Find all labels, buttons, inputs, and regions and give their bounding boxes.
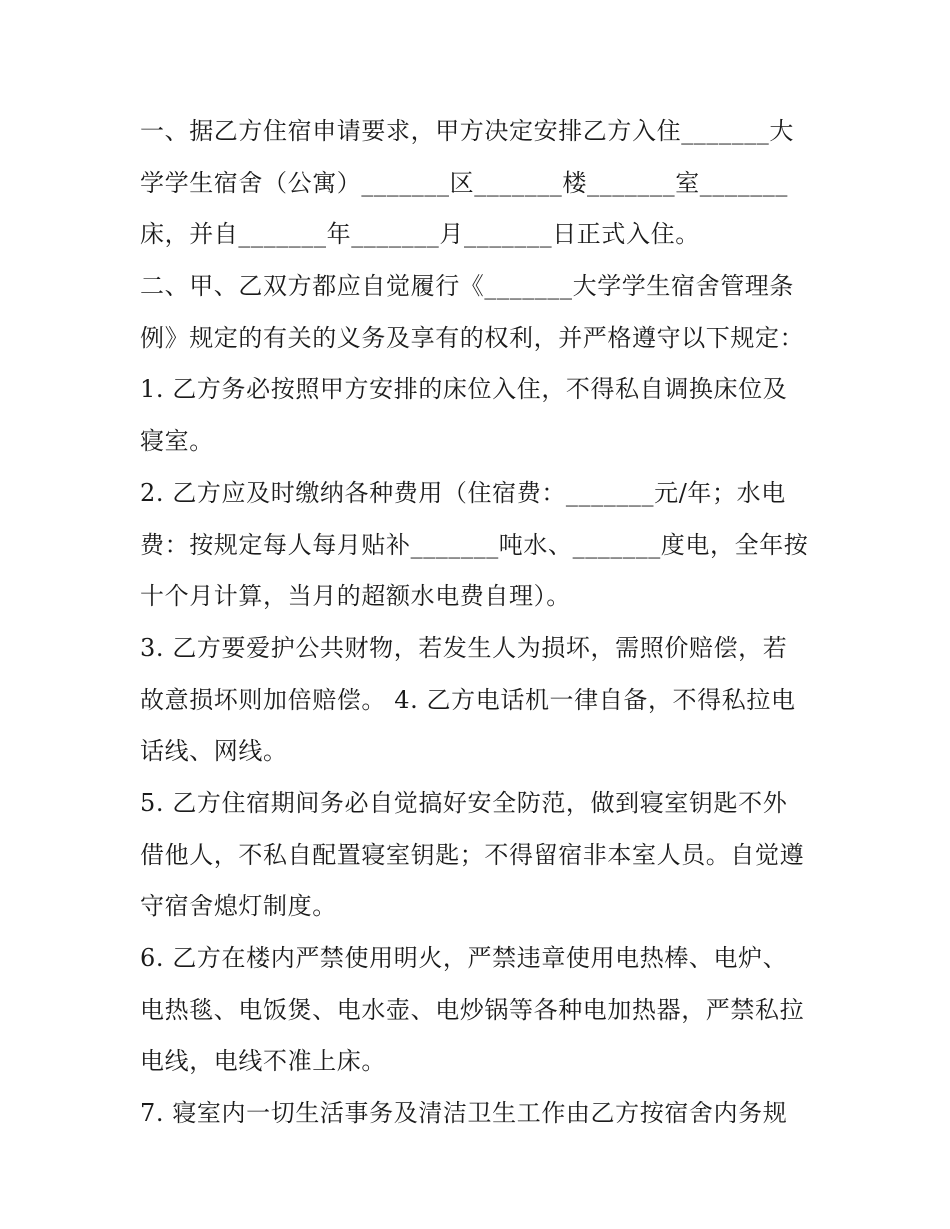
text-line: 寝室。: [140, 427, 214, 456]
text-line: 十个月计算，当月的超额水电费自理）。: [140, 582, 571, 611]
text-line: 借他人，不私自配置寝室钥匙；不得留宿非本室人员。自觉遵: [140, 840, 805, 869]
document-body: [140, 106, 820, 1140]
text-line: 3. 乙方要爱护公共财物，若发生人为损坏，需照价赔偿，若: [140, 633, 788, 662]
text-line: 2. 乙方应及时缴纳各种费用（住宿费：_______元/年；水电: [140, 478, 786, 507]
text-line: 费：按规定每人每月贴补_______吨水、_______度电，全年按: [140, 530, 809, 559]
text-line: 床，并自_______年_______月_______日正式入住。: [140, 220, 700, 249]
text-line: 学学生宿舍（公寓）_______区_______楼_______室_______: [140, 168, 788, 197]
text-line: 6. 乙方在楼内严禁使用明火，严禁违章使用电热棒、电炉、: [140, 944, 788, 972]
text-line: 话线、网线。: [140, 737, 288, 766]
text-line: 电线，电线不准上床。: [140, 1047, 386, 1076]
text-line: 守宿舍熄灯制度。: [140, 892, 337, 921]
text-line: 1. 乙方务必按照甲方安排的床位入住，不得私自调换床位及: [140, 375, 788, 404]
text-line: 5. 乙方住宿期间务必自觉搞好安全防范，做到寝室钥匙不外: [140, 788, 788, 817]
text-line: 电热毯、电饭煲、电水壶、电炒锅等各种电加热器，严禁私拉: [140, 995, 805, 1024]
text-line: 二、甲、乙双方都应自觉履行《_______大学学生宿舍管理条: [140, 272, 794, 301]
text-line: 故意损坏则加倍赔偿。 4. 乙方电话机一律自备，不得私拉电: [140, 685, 796, 714]
text-line: 例》规定的有关的义务及享有的权利，并严格遵守以下规定：: [140, 323, 805, 352]
text-line: 7. 寝室内一切生活事务及清洁卫生工作由乙方按宿舍内务规: [140, 1099, 788, 1128]
text-line: 一、据乙方住宿申请要求，甲方决定安排乙方入住_______大: [140, 117, 794, 145]
